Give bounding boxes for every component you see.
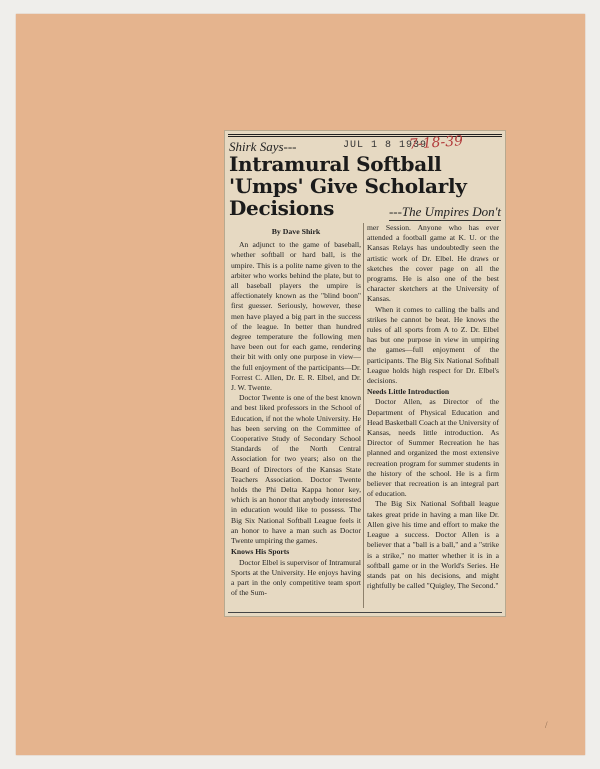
column-divider <box>363 223 364 608</box>
paragraph: The Big Six National Softball league takes great pride in having a man like Dr. Allen give his time and effort to make the League a success. Doctor Allen is a believer that a "ball is a ball," and a "strike is a strike," no matter whether it is in a softball game or in the World's Series. He stands pat on his decisions, and might rightfully be called "Quigley, The Second." <box>367 499 499 591</box>
section-heading: Needs Little Introduction <box>367 387 450 397</box>
byline: By Dave Shirk <box>271 227 321 236</box>
paragraph: When it comes to calling the balls and strikes he cannot be beat. He knows the rules of all sports from A to Z. Dr. Elbel has but one purpose in view in umpiring the games—full enjoyment of the participants. The Big Six National Softball League holds high respect for Dr. Elbel's decisions. <box>367 304 499 386</box>
handwritten-date: 7-18-39 <box>408 133 464 153</box>
paragraph: An adjunct to the game of baseball, whether softball or hard ball, is the umpire. This is a polite name given to the arbiter who works behind the plate, but to all baseball players the umpire is affectionately known as the "blind boon" first guesser. Seriously, however, these men have played a big part in the success of the league. In better than hundred degree temperature the following men have been out for each game, rendering their bit with only one purpose in view—the full enjoyment of the participants—Dr. Forrest C. Allen, Dr. E. R. Elbel, and Dr. J. W. Twente. <box>231 240 361 393</box>
subheadline: ---The Umpires Don't <box>388 204 501 219</box>
section-heading: Knows His Sports <box>231 547 290 557</box>
paragraph: Doctor Elbel is supervisor of Intramural Sports at the University. He enjoys having a part in the only competitive team sport of the Sum- <box>231 557 361 598</box>
date-stamp: JUL 1 8 1939 <box>343 140 428 151</box>
paragraph: Doctor Twente is one of the best known and best liked professors in the School of Education, if not the whole University. He has been serving on the Committee of Cooperative Study of Secondary School Standards of the North Central Association for two years; also on the Board of Directors of the Kansas State Teachers Association. Doctor Twente holds the Phi Delta Kappa honor key, which is an honor that anybody interested in education would like to possess. The Big Six National Softball League feels it an honor to have a man such as Doctor Twente umpiring the games. <box>231 393 361 546</box>
newspaper-clipping <box>224 130 506 617</box>
column-kicker: Shirk Says--- <box>229 139 297 154</box>
article-column-left <box>231 223 361 598</box>
paragraph: Doctor Allen, as Director of the Department of Physical Education and Head Basketball Coach at the University of Kansas, needs little introduction. As Director of Summer Recreation he has planned and organized the most extensive recreation program for summer students in the history of the school. He is a firm believer that recreation is an integral part of education. <box>367 397 500 499</box>
footer-rule <box>228 612 502 613</box>
article-column-right <box>367 223 499 591</box>
headline: Intramural Softball 'Umps' Give Scholarly Decisions <box>229 152 467 220</box>
paragraph: mer Session. Anyone who has ever attended a football game at K. U. or the Kansas Relays has undoubtedly seen the artistic work of Dr. Elbel. He draws or sketches the cover page on all the programs. He is also one of the best character sketchers at the University of Kansas. <box>367 223 499 304</box>
pencil-mark: / <box>545 720 548 730</box>
